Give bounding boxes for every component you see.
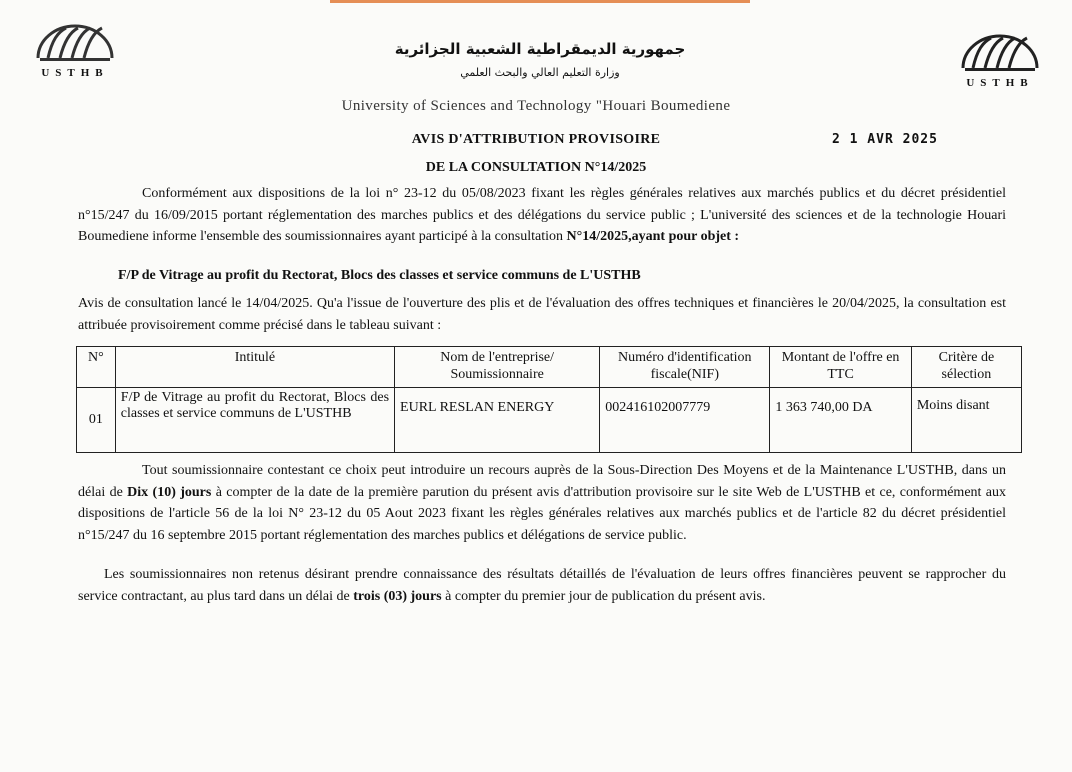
arabic-republic-title: جمهورية الديمقراطية الشعبية الجزائرية [394,40,686,58]
header-critere: Critère de sélection [911,347,1021,388]
notice-title: AVIS D'ATTRIBUTION PROVISOIRE [411,132,661,147]
intro-paragraph [78,183,1006,248]
logo-text: USTHB [966,77,1034,89]
header-num: N° [77,347,116,388]
recours-paragraph [78,460,1006,546]
cell-nif: 002416102007779 [600,388,770,453]
header-intitule: Intitulé [115,347,394,388]
cell-num: 01 [77,388,116,453]
usthb-logo-right [955,28,1045,89]
recours-delay: Dix (10) jours [127,484,212,500]
usthb-logo-left [30,18,120,79]
award-table [76,346,1022,453]
header-entreprise: Nom de l'entreprise/ Soumissionnaire [395,347,600,388]
intro-bold: N°14/2025,ayant pour objet : [566,229,740,244]
cell-montant: 1 363 740,00 DA [770,388,912,453]
university-name: University of Sciences and Technology "Houari Boumediene [341,98,731,114]
non-retenus-text-after: à compter du premier jour de publication du présent avis. [441,588,766,604]
date-stamp: 2 1 AVR 2025 [832,132,938,147]
usthb-emblem-icon [957,28,1043,76]
non-retenus-paragraph [78,564,1006,607]
cell-intitule: F/P de Vitrage au profit du Rectorat, Blocs des classes et service communs de L'USTHB [115,388,394,453]
usthb-emblem-icon [32,18,118,66]
cell-entreprise: EURL RESLAN ENERGY [395,388,600,453]
recours-text-before: Tout soumissionnaire contestant ce choix peut introduire un recours auprès de la Sous-Direction Des Moyens et de la Maintenance L'USTHB, dans un délai de [78,463,1006,500]
consultation-subject: F/P de Vitrage au profit du Rectorat, Blocs des classes et service communs de L'USTHB [118,268,641,283]
top-edge-line [330,0,750,3]
table-row [77,388,1022,453]
non-retenus-delay: trois (03) jours [353,588,442,604]
consultation-number: DE LA CONSULTATION N°14/2025 [425,160,647,175]
header-montant: Montant de l'offre en TTC [770,347,912,388]
table-header-row [77,347,1022,388]
intro-text: Conformément aux dispositions de la loi n° 23-12 du 05/08/2023 fixant les règles générales relatives aux marchés publics et du décret présidentiel n°15/247 du 16/09/2015 portant réglementation des marches publics et des délégations du service public ; L'université des sciences et de la technologie Houari Boumediene informe l'ensemble des soumissionnaires ayant participé à la consultation [78,186,1006,244]
cell-critere: Moins disant [911,388,1021,453]
non-retenus-text-before: Les soumissionnaires non retenus désirant prendre connaissance des résultats détaillés de l'évaluation de leurs offres financières peuvent se rapprocher du service contractant, au plus tard dans un délai de [78,567,1006,604]
logo-text: USTHB [41,67,109,79]
recours-text-after: à compter de la date de la première parution du présent avis d'attribution provisoire sur le site Web de L'USTHB et ce, conformément aux dispositions de l'article 56 de la loi N° 23-12 du 05 Aout 2023 fixant les règles générales relatives aux marchés publics et de l'article 82 du décret présidentiel n°15/247 du 16 septembre 2015 portant réglementation des marches publics et délégations de service public. [78,484,1007,543]
notice-paragraph: Avis de consultation lancé le 14/04/2025. Qu'a l'issue de l'ouverture des plis et de l'évaluation des offres techniques et financières le 20/04/2025, la consultation est attribuée provisoirement comme précisé dans le tableau suivant : [78,296,1006,333]
header-nif: Numéro d'identification fiscale(NIF) [600,347,770,388]
arabic-ministry-title: وزارة التعليم العالي والبحث العلمي [460,66,620,79]
